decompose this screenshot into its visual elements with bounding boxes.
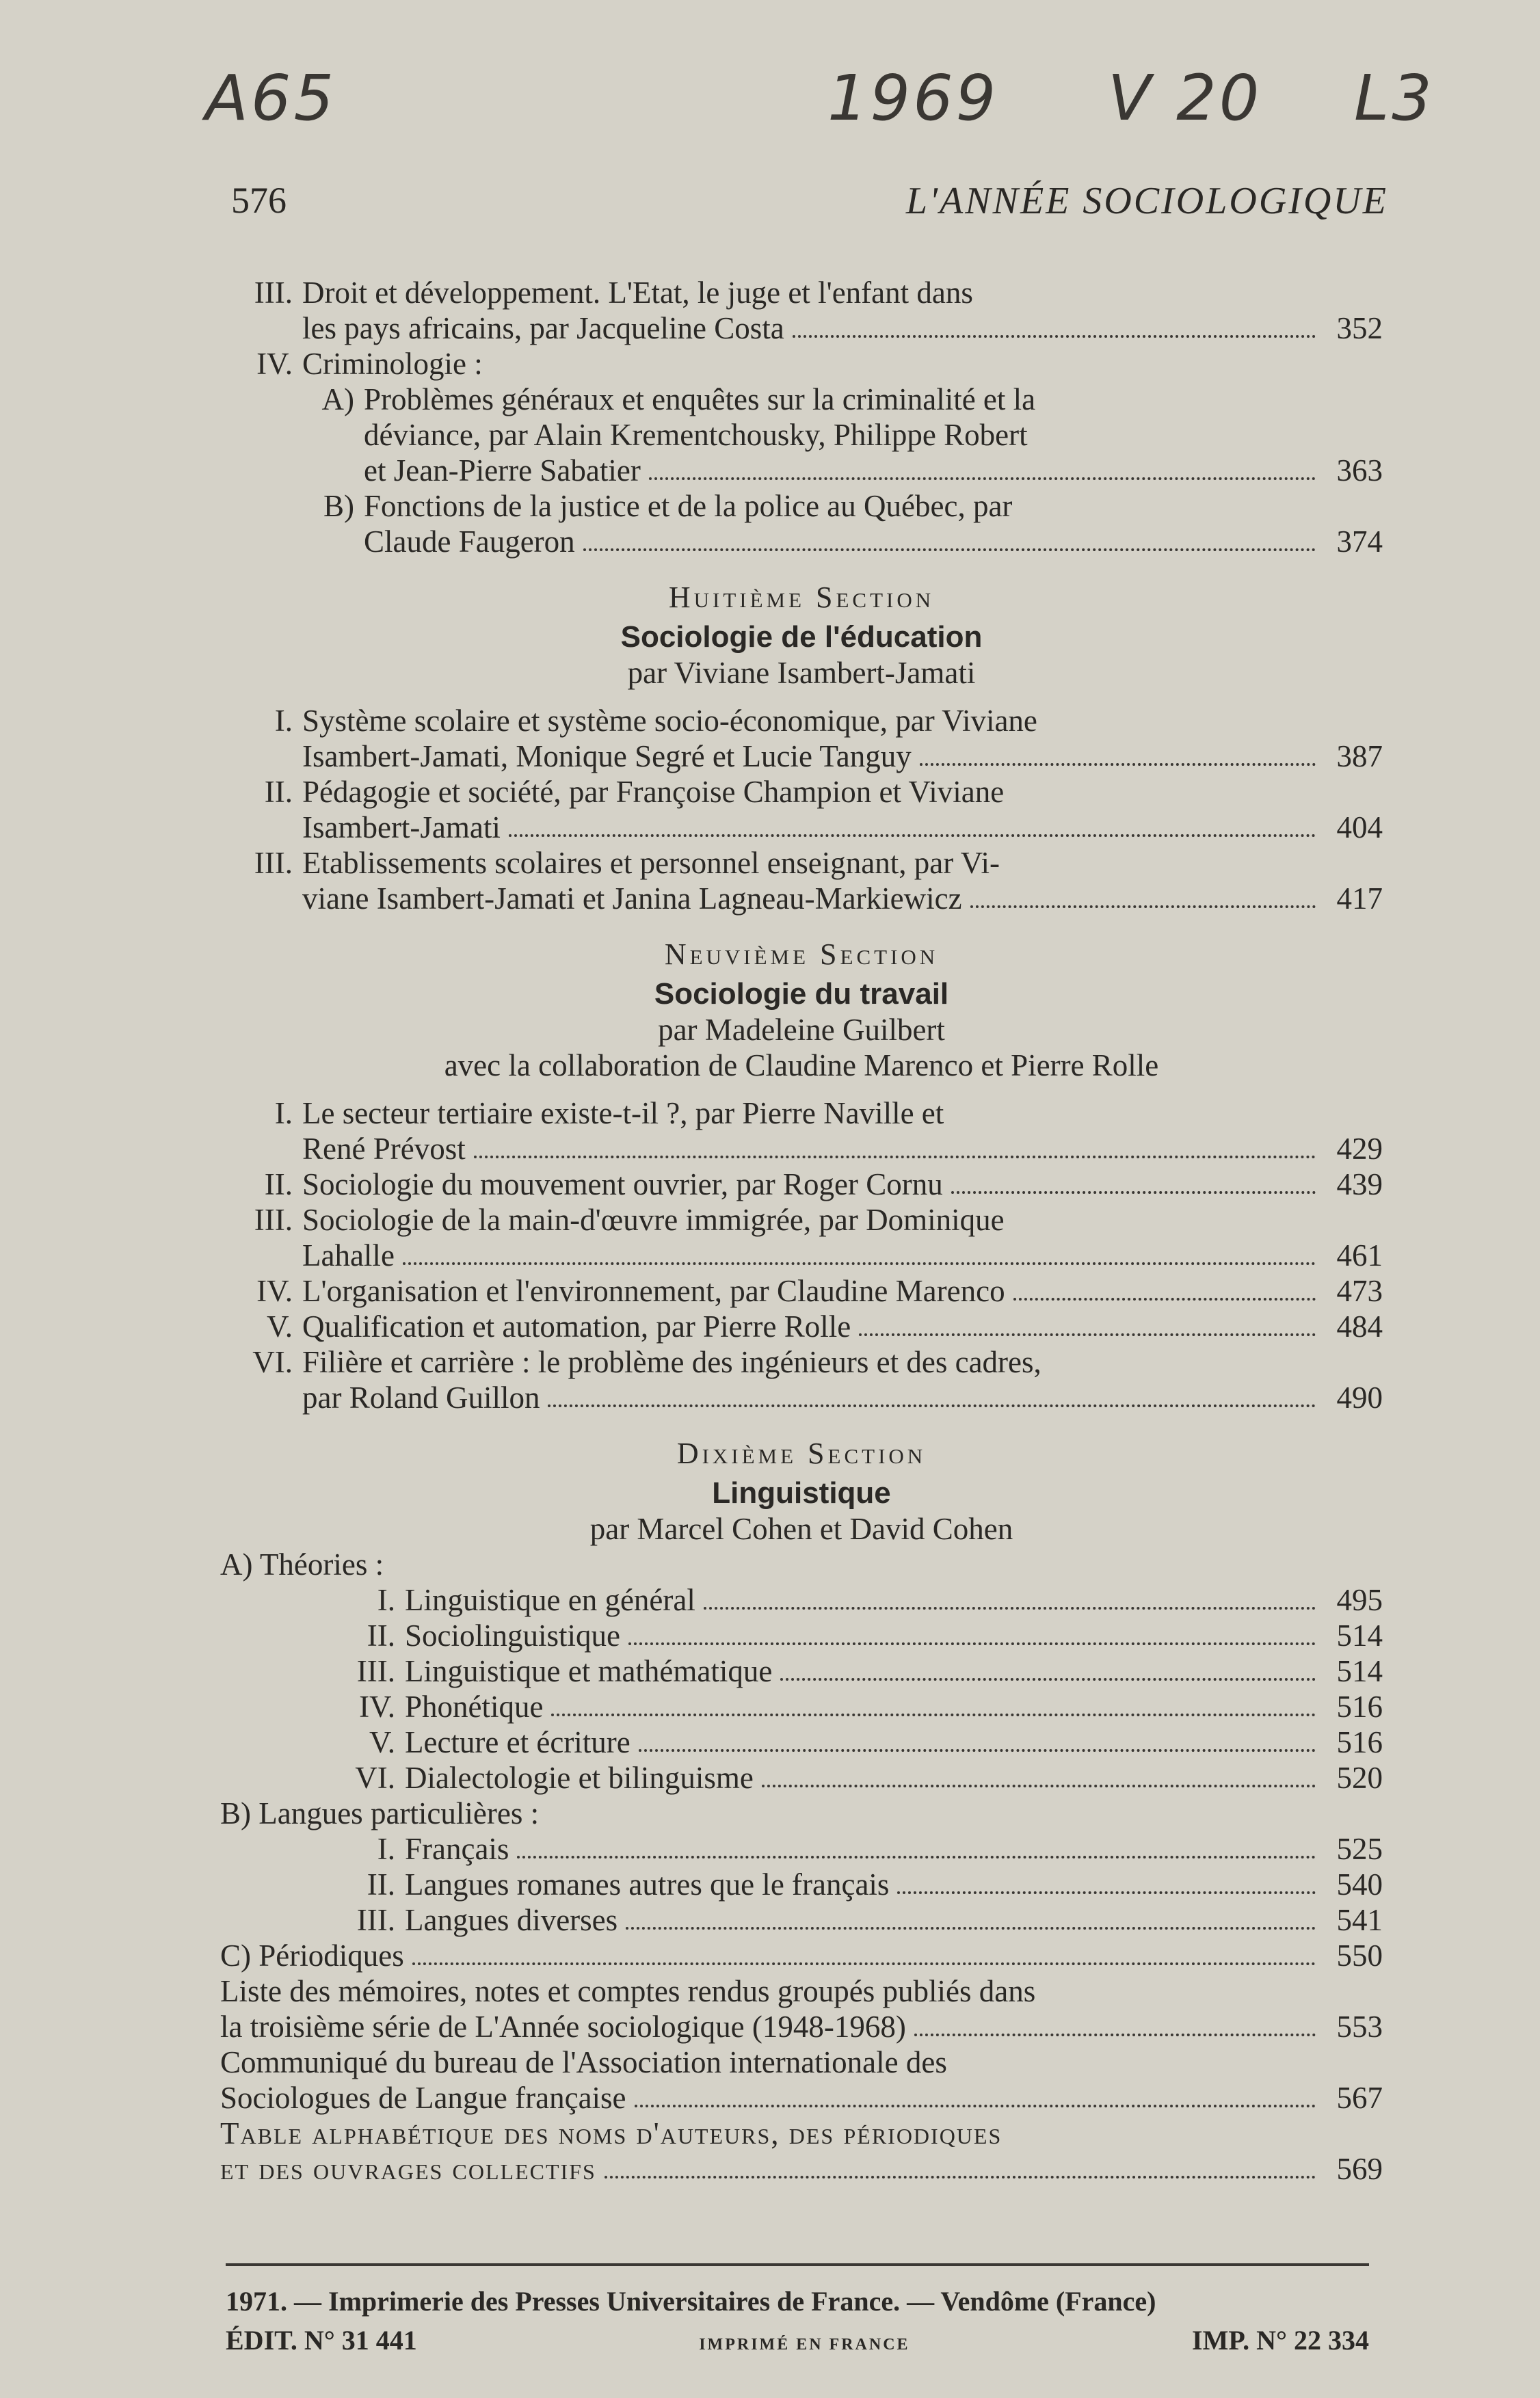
entry-number: III. [254, 276, 293, 310]
entry-text: Liste des mémoires, notes et comptes rendus groupés publiés dans [220, 1974, 1036, 2008]
page-ref: 404 [1336, 810, 1383, 844]
running-header [231, 179, 1388, 234]
entry-text: Communiqué du bureau de l'Association internationale des [220, 2045, 947, 2079]
colophon [226, 2263, 1369, 2356]
section-label: Neuvième Section [664, 937, 939, 971]
section-collaboration: avec la collaboration de Claudine Marenco et Pierre Rolle [444, 1048, 1159, 1082]
entry-line [302, 1167, 1383, 1202]
entry-number: II. [264, 1167, 293, 1201]
leader-dots [583, 548, 1316, 551]
page-ref: 490 [1336, 1381, 1383, 1415]
entry-number: I. [274, 1096, 293, 1130]
page-ref: 569 [1336, 2152, 1383, 2186]
entry-text: Le secteur tertiaire existe-t-il ?, par Pierre Naville et [302, 1096, 944, 1130]
leader-dots [605, 2176, 1316, 2179]
toc-entry [261, 1902, 1383, 1938]
toc-entry [220, 1095, 1383, 1167]
leader-dots [859, 1333, 1316, 1336]
entry-line [302, 310, 1383, 346]
entry-text: Langues diverses [405, 1903, 618, 1937]
toc-entry [220, 1167, 1383, 1202]
section-author: par Marcel Cohen et David Cohen [589, 1512, 1013, 1546]
entry-text: Phonétique [405, 1690, 544, 1724]
leader-dots [762, 1785, 1316, 1787]
page-ref: 473 [1336, 1274, 1383, 1308]
entry-body [405, 1653, 1383, 1689]
entry-line [302, 1309, 1383, 1344]
page-ref: 461 [1336, 1238, 1383, 1273]
entry-number: A) [321, 382, 354, 416]
toc-entry [220, 488, 1383, 559]
entry-number: II. [367, 1867, 395, 1902]
entry-text: Sociologie du mouvement ouvrier, par Roger Cornu [302, 1167, 943, 1201]
entry-line [220, 2009, 1383, 2044]
entry-line [220, 1938, 1383, 1973]
entry-text: Lahalle [302, 1238, 395, 1273]
entry-text: Droit et développement. L'Etat, le juge et l'enfant dans [302, 276, 973, 310]
leader-dots [920, 763, 1316, 766]
entry-text: Sociologie de la main-d'œuvre immigrée, par Dominique [302, 1203, 1005, 1237]
entry-number: II. [264, 775, 293, 809]
entry-text: L'organisation et l'environnement, par Claudine Marenco [302, 1274, 1005, 1308]
entry-text: et Jean-Pierre Sabatier [364, 453, 641, 488]
entry-line [302, 1273, 1383, 1309]
entry-line [302, 738, 1383, 774]
leader-dots [403, 1262, 1316, 1265]
leader-dots [626, 1927, 1316, 1930]
entry-text: Isambert-Jamati, Monique Segré et Lucie Tanguy [302, 739, 912, 773]
entry-number: V. [369, 1725, 395, 1759]
entry-body [302, 275, 1383, 346]
entry-body [302, 1344, 1383, 1415]
entry-text: et des ouvrages collectifs [220, 2152, 596, 2186]
subsection-label: A) Théories : [220, 1547, 384, 1582]
handwritten-note-volume: V 20 [1108, 62, 1262, 135]
leader-dots [551, 1714, 1316, 1716]
entry-text: C) Périodiques [220, 1939, 404, 1973]
toc-entry [220, 1202, 1383, 1273]
entry-number: I. [274, 704, 293, 738]
leader-dots [793, 335, 1316, 338]
entry-line [405, 1831, 1383, 1867]
entry-line [405, 1867, 1383, 1902]
entry-line [220, 2151, 1383, 2187]
entry-number: V. [267, 1309, 293, 1344]
page-ref: 516 [1336, 1725, 1383, 1759]
entry-line [220, 2080, 1383, 2116]
entry-text: Etablissements scolaires et personnel enseignant, par Vi- [302, 846, 1000, 880]
entry-body [302, 774, 1383, 845]
entry-body [302, 845, 1383, 916]
entry-text: Système scolaire et système socio-économique, par Viviane [302, 704, 1037, 738]
leader-dots [914, 2034, 1316, 2036]
toc-entry [220, 1973, 1383, 2044]
entry-body [405, 1831, 1383, 1867]
toc-entry [220, 382, 1383, 488]
entry-number: IV. [359, 1690, 395, 1724]
toc-entry [261, 1689, 1383, 1724]
entry-line [302, 881, 1383, 916]
toc-entry [261, 1867, 1383, 1902]
section-label: Dixième Section [676, 1437, 927, 1470]
entry-line [405, 1618, 1383, 1653]
page-ref: 495 [1336, 1583, 1383, 1617]
entry-number: III. [254, 1203, 293, 1237]
page-ref: 514 [1336, 1618, 1383, 1653]
entry-text: Criminologie : [302, 347, 483, 381]
leader-dots [628, 1642, 1316, 1645]
entry-text: Français [405, 1832, 509, 1866]
toc-entry [220, 703, 1383, 774]
page-ref: 429 [1336, 1132, 1383, 1166]
edition-number: ÉDIT. N° 31 441 [226, 2325, 417, 2356]
entry-text: René Prévost [302, 1132, 466, 1166]
entry-text: les pays africains, par Jacqueline Costa [302, 311, 784, 345]
leader-dots [548, 1404, 1316, 1407]
entry-body [302, 1309, 1383, 1344]
entry-line [302, 1380, 1383, 1415]
handwritten-note-code: L3 [1354, 62, 1435, 135]
page-ref: 484 [1336, 1309, 1383, 1344]
entry-line [405, 1902, 1383, 1938]
entry-number: IV. [256, 347, 293, 381]
page-number: 576 [231, 180, 287, 221]
footer-rule [226, 2263, 1369, 2266]
leader-dots [474, 1156, 1316, 1158]
page-ref: 520 [1336, 1761, 1383, 1795]
entry-body [220, 2116, 1383, 2187]
spacer [220, 1083, 1383, 1095]
toc-entry [261, 1760, 1383, 1796]
entry-text: déviance, par Alain Krementchousky, Philippe Robert [364, 418, 1028, 452]
section-title: Sociologie de l'éducation [620, 620, 983, 654]
leader-dots [509, 834, 1316, 837]
entry-number: I. [377, 1583, 395, 1617]
section-title: Sociologie du travail [654, 977, 949, 1011]
entry-text: Lecture et écriture [405, 1725, 630, 1759]
page-ref: 387 [1336, 739, 1383, 773]
page-ref: 363 [1336, 453, 1383, 488]
entry-body [220, 2044, 1383, 2116]
toc-entry [261, 1653, 1383, 1689]
entry-number: IV. [256, 1274, 293, 1308]
printed-in-france: IMPRIMÉ EN FRANCE [699, 2336, 910, 2354]
entry-text: Filière et carrière : le problème des ingénieurs et des cadres, [302, 1345, 1041, 1379]
entry-number: II. [367, 1618, 395, 1653]
entry-text: Langues romanes autres que le français [405, 1867, 890, 1902]
entry-text: Isambert-Jamati [302, 810, 501, 844]
leader-dots [639, 1749, 1316, 1752]
entry-body [405, 1760, 1383, 1796]
entry-text: la troisième série de L'Année sociologique (1948-1968) [220, 2010, 906, 2044]
leader-dots [704, 1607, 1316, 1610]
toc-entry [261, 1724, 1383, 1760]
leader-dots [951, 1191, 1316, 1194]
page-ref: 352 [1336, 311, 1383, 345]
entry-body [405, 1689, 1383, 1724]
subsection-label: B) Langues particulières : [220, 1796, 540, 1830]
page-ref: 540 [1336, 1867, 1383, 1902]
entry-line [405, 1582, 1383, 1618]
entry-body [302, 1167, 1383, 1202]
section-label: Huitième Section [668, 581, 935, 614]
entry-line [364, 453, 1383, 488]
handwritten-note-year: 1969 [827, 62, 999, 135]
entry-number: III. [254, 846, 293, 880]
entry-text: Linguistique et mathématique [405, 1654, 773, 1688]
entry-text: Dialectologie et bilinguisme [405, 1761, 754, 1795]
entry-body [405, 1724, 1383, 1760]
page-ref: 516 [1336, 1690, 1383, 1724]
page-ref: 514 [1336, 1654, 1383, 1688]
page-ref: 374 [1336, 524, 1383, 559]
leader-dots [649, 477, 1316, 480]
entry-text: Sociologues de Langue française [220, 2081, 626, 2115]
leader-dots [970, 905, 1316, 908]
toc-entry [220, 275, 1383, 346]
toc-entry [220, 1344, 1383, 1415]
entry-text: Sociolinguistique [405, 1618, 620, 1653]
toc-entry [261, 1582, 1383, 1618]
leader-dots [412, 1962, 1316, 1965]
entry-text: Pédagogie et société, par Françoise Champion et Viviane [302, 775, 1005, 809]
entry-text: viane Isambert-Jamati et Janina Lagneau-Markiewicz [302, 881, 962, 916]
toc-entry [220, 346, 1383, 382]
entry-line [302, 810, 1383, 845]
leader-dots [635, 2105, 1316, 2107]
toc-entry [220, 1309, 1383, 1344]
leader-dots [897, 1891, 1316, 1894]
page-ref: 525 [1336, 1832, 1383, 1866]
toc-entry [261, 1618, 1383, 1653]
toc-entry [220, 1273, 1383, 1309]
entry-line [302, 346, 1383, 382]
toc-entry [220, 845, 1383, 916]
entry-body [302, 346, 1383, 382]
page-ref: 541 [1336, 1903, 1383, 1937]
entry-body [220, 1973, 1383, 2044]
entry-number: I. [377, 1832, 395, 1866]
section-author: par Viviane Isambert-Jamati [627, 656, 976, 690]
entry-text: Table alphabétique des noms d'auteurs, des périodiques [220, 2116, 1003, 2150]
handwritten-note-left: A65 [205, 62, 337, 135]
entry-number: VI. [355, 1761, 395, 1795]
entry-line [405, 1724, 1383, 1760]
entry-body [302, 1273, 1383, 1309]
page-ref: 439 [1336, 1167, 1383, 1201]
entry-line [302, 1238, 1383, 1273]
entry-number: B) [323, 489, 354, 523]
leader-dots [517, 1856, 1316, 1859]
entry-text: Linguistique en général [405, 1583, 695, 1617]
entry-number: VI. [252, 1345, 293, 1379]
entry-body [302, 703, 1383, 774]
page-ref: 417 [1336, 881, 1383, 916]
toc-entry [220, 2116, 1383, 2187]
entry-text: par Roland Guillon [302, 1381, 540, 1415]
page-ref: 553 [1336, 2010, 1383, 2044]
page-ref: 567 [1336, 2081, 1383, 2115]
entry-body [302, 1095, 1383, 1167]
page-ref: 550 [1336, 1939, 1383, 1973]
entry-body [302, 1202, 1383, 1273]
entry-text: Qualification et automation, par Pierre Rolle [302, 1309, 851, 1344]
entry-text: Problèmes généraux et enquêtes sur la criminalité et la [364, 382, 1036, 416]
section-author: par Madeleine Guilbert [658, 1013, 945, 1047]
spacer [220, 691, 1383, 703]
imprint-number: IMP. N° 22 334 [1192, 2325, 1369, 2356]
toc-entry [220, 2044, 1383, 2116]
entry-body [364, 382, 1383, 488]
entry-body [405, 1902, 1383, 1938]
entry-body [364, 488, 1383, 559]
entry-body [405, 1618, 1383, 1653]
table-of-contents [220, 275, 1383, 2187]
leader-dots [780, 1678, 1316, 1681]
entry-body [405, 1867, 1383, 1902]
entry-text: Claude Faugeron [364, 524, 575, 559]
entry-text: Fonctions de la justice et de la police au Québec, par [364, 489, 1013, 523]
toc-entry [220, 774, 1383, 845]
entry-line [302, 1131, 1383, 1167]
section-title: Linguistique [712, 1476, 891, 1510]
entry-number: III. [356, 1654, 395, 1688]
entry-line [405, 1653, 1383, 1689]
leader-dots [1013, 1298, 1316, 1301]
journal-title: L'ANNÉE SOCIOLOGIQUE [905, 180, 1388, 222]
entry-line [364, 524, 1383, 559]
toc-entry [261, 1831, 1383, 1867]
entry-line [405, 1760, 1383, 1796]
imprint-line: 1971. — Imprimerie des Presses Universitaires de France. — Vendôme (France) [226, 2286, 1156, 2317]
entry-line [405, 1689, 1383, 1724]
entry-number: III. [356, 1903, 395, 1937]
entry-body [405, 1582, 1383, 1618]
